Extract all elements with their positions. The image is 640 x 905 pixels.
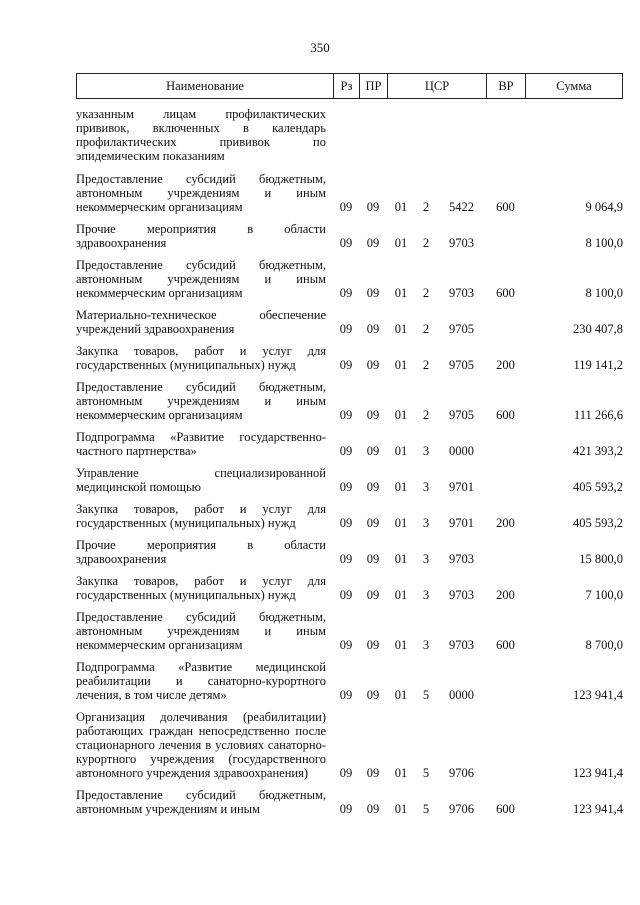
row-csr-program: 01 bbox=[394, 688, 408, 702]
table-row bbox=[76, 308, 623, 336]
table-row bbox=[76, 344, 623, 372]
table-row bbox=[76, 258, 623, 300]
row-csr-subprogram: 2 bbox=[422, 200, 430, 214]
row-rz: 09 bbox=[339, 200, 353, 214]
table-header bbox=[76, 73, 623, 99]
row-name: Организация долечивания (реабилитации) работающих граждан непосредственно после стационарного лечения в условиях санаторно-курортного учреждения (государственного автономного учреждения здравоохранения) bbox=[76, 710, 326, 780]
row-rz: 09 bbox=[339, 444, 353, 458]
row-csr-program: 01 bbox=[394, 286, 408, 300]
header-vr: ВР bbox=[486, 74, 525, 98]
row-csr-code: 9701 bbox=[449, 480, 474, 494]
row-pr: 09 bbox=[366, 688, 380, 702]
table-row bbox=[76, 466, 623, 494]
row-csr-subprogram: 2 bbox=[422, 236, 430, 250]
row-pr: 09 bbox=[366, 588, 380, 602]
row-pr: 09 bbox=[366, 516, 380, 530]
row-vr: 600 bbox=[496, 408, 515, 422]
table-row bbox=[76, 502, 623, 530]
row-sum: 7 100,0 bbox=[585, 588, 623, 602]
row-sum: 123 941,4 bbox=[573, 688, 623, 702]
row-vr: 600 bbox=[496, 286, 515, 300]
row-csr-program: 01 bbox=[394, 516, 408, 530]
row-csr-code: 0000 bbox=[449, 444, 474, 458]
row-pr: 09 bbox=[366, 286, 380, 300]
row-pr: 09 bbox=[366, 358, 380, 372]
row-rz: 09 bbox=[339, 588, 353, 602]
row-csr-code: 9705 bbox=[449, 358, 474, 372]
row-pr: 09 bbox=[366, 766, 380, 780]
row-csr-code: 9703 bbox=[449, 638, 474, 652]
row-sum: 123 941,4 bbox=[573, 766, 623, 780]
row-csr-subprogram: 2 bbox=[422, 408, 430, 422]
row-sum: 8 700,0 bbox=[585, 638, 623, 652]
row-name: Предоставление субсидий бюджетным, автономным учреждениям и иным некоммерческим организациям bbox=[76, 610, 326, 652]
row-rz: 09 bbox=[339, 688, 353, 702]
row-rz: 09 bbox=[339, 358, 353, 372]
table-row bbox=[76, 610, 623, 652]
table-row bbox=[76, 107, 623, 163]
row-sum: 405 593,2 bbox=[573, 480, 623, 494]
row-rz: 09 bbox=[339, 286, 353, 300]
row-vr: 600 bbox=[496, 638, 515, 652]
row-name: Предоставление субсидий бюджетным, автономным учреждениям и иным bbox=[76, 788, 326, 816]
row-csr-code: 9703 bbox=[449, 552, 474, 566]
row-vr: 200 bbox=[496, 516, 515, 530]
row-pr: 09 bbox=[366, 638, 380, 652]
row-pr: 09 bbox=[366, 802, 380, 816]
row-sum: 230 407,8 bbox=[573, 322, 623, 336]
row-csr-code: 9701 bbox=[449, 516, 474, 530]
row-name: Закупка товаров, работ и услуг для государственных (муниципальных) нужд bbox=[76, 344, 326, 372]
row-vr: 200 bbox=[496, 588, 515, 602]
row-sum: 8 100,0 bbox=[585, 286, 623, 300]
row-csr-program: 01 bbox=[394, 638, 408, 652]
row-csr-subprogram: 3 bbox=[422, 480, 430, 494]
page-number: 350 bbox=[310, 40, 330, 55]
row-csr-subprogram: 3 bbox=[422, 444, 430, 458]
row-sum: 111 266,6 bbox=[573, 408, 623, 422]
row-csr-program: 01 bbox=[394, 588, 408, 602]
header-sum: Сумма bbox=[525, 74, 623, 98]
row-csr-subprogram: 2 bbox=[422, 358, 430, 372]
row-name: Прочие мероприятия в области здравоохранения bbox=[76, 538, 326, 566]
row-rz: 09 bbox=[339, 638, 353, 652]
row-csr-subprogram: 5 bbox=[422, 688, 430, 702]
header-name: Наименование bbox=[76, 74, 333, 98]
row-csr-code: 9706 bbox=[449, 802, 474, 816]
row-pr: 09 bbox=[366, 408, 380, 422]
row-csr-program: 01 bbox=[394, 358, 408, 372]
row-csr-code: 9703 bbox=[449, 236, 474, 250]
budget-table bbox=[76, 73, 623, 816]
row-csr-code: 5422 bbox=[449, 200, 474, 214]
row-rz: 09 bbox=[339, 236, 353, 250]
row-csr-code: 9705 bbox=[449, 408, 474, 422]
row-sum: 421 393,2 bbox=[573, 444, 623, 458]
row-csr-program: 01 bbox=[394, 444, 408, 458]
row-rz: 09 bbox=[339, 322, 353, 336]
row-csr-subprogram: 3 bbox=[422, 516, 430, 530]
row-csr-code: 9703 bbox=[449, 588, 474, 602]
row-name: указанным лицам профилактических прививок, включенных в календарь профилактических прививок по эпидемическим показаниям bbox=[76, 107, 326, 163]
row-csr-code: 0000 bbox=[449, 688, 474, 702]
row-csr-program: 01 bbox=[394, 480, 408, 494]
row-pr: 09 bbox=[366, 236, 380, 250]
row-csr-subprogram: 5 bbox=[422, 802, 430, 816]
row-csr-program: 01 bbox=[394, 766, 408, 780]
header-csr: ЦСР bbox=[387, 74, 486, 98]
row-name: Предоставление субсидий бюджетным, автономным учреждениям и иным некоммерческим организациям bbox=[76, 172, 326, 214]
row-rz: 09 bbox=[339, 802, 353, 816]
row-rz: 09 bbox=[339, 766, 353, 780]
row-name: Прочие мероприятия в области здравоохранения bbox=[76, 222, 326, 250]
row-name: Материально-техническое обеспечение учреждений здравоохранения bbox=[76, 308, 326, 336]
row-sum: 405 593,2 bbox=[573, 516, 623, 530]
row-pr: 09 bbox=[366, 480, 380, 494]
row-rz: 09 bbox=[339, 480, 353, 494]
table-row bbox=[76, 430, 623, 458]
row-sum: 15 800,0 bbox=[579, 552, 623, 566]
row-csr-subprogram: 3 bbox=[422, 588, 430, 602]
row-pr: 09 bbox=[366, 200, 380, 214]
row-csr-program: 01 bbox=[394, 802, 408, 816]
row-sum: 9 064,9 bbox=[585, 200, 623, 214]
row-name: Подпрограмма «Развитие медицинской реабилитации и санаторно-курортного лечения, в том числе детям» bbox=[76, 660, 326, 702]
table-row bbox=[76, 222, 623, 250]
row-name: Подпрограмма «Развитие государственно-частного партнерства» bbox=[76, 430, 326, 458]
row-csr-subprogram: 5 bbox=[422, 766, 430, 780]
row-pr: 09 bbox=[366, 322, 380, 336]
row-pr: 09 bbox=[366, 552, 380, 566]
row-sum: 123 941,4 bbox=[573, 802, 623, 816]
row-csr-code: 9705 bbox=[449, 322, 474, 336]
row-rz: 09 bbox=[339, 516, 353, 530]
table-row bbox=[76, 538, 623, 566]
row-csr-program: 01 bbox=[394, 552, 408, 566]
row-name: Закупка товаров, работ и услуг для государственных (муниципальных) нужд bbox=[76, 574, 326, 602]
row-rz: 09 bbox=[339, 408, 353, 422]
row-name: Закупка товаров, работ и услуг для государственных (муниципальных) нужд bbox=[76, 502, 326, 530]
row-vr: 200 bbox=[496, 358, 515, 372]
table-row bbox=[76, 660, 623, 702]
table-row bbox=[76, 710, 623, 780]
table-row bbox=[76, 788, 623, 816]
row-pr: 09 bbox=[366, 444, 380, 458]
row-csr-code: 9703 bbox=[449, 286, 474, 300]
row-csr-subprogram: 2 bbox=[422, 322, 430, 336]
row-name: Управление специализированной медицинской помощью bbox=[76, 466, 326, 494]
header-rz: Рз bbox=[333, 74, 359, 98]
row-vr: 600 bbox=[496, 200, 515, 214]
row-name: Предоставление субсидий бюджетным, автономным учреждениям и иным некоммерческим организациям bbox=[76, 380, 326, 422]
table-row bbox=[76, 574, 623, 602]
row-csr-code: 9706 bbox=[449, 766, 474, 780]
row-sum: 119 141,2 bbox=[573, 358, 623, 372]
row-csr-subprogram: 3 bbox=[422, 638, 430, 652]
table-body bbox=[76, 107, 623, 816]
row-csr-program: 01 bbox=[394, 322, 408, 336]
header-pr: ПР bbox=[359, 74, 387, 98]
row-rz: 09 bbox=[339, 552, 353, 566]
row-vr: 600 bbox=[496, 802, 515, 816]
table-row bbox=[76, 380, 623, 422]
row-csr-subprogram: 2 bbox=[422, 286, 430, 300]
table-row bbox=[76, 172, 623, 214]
row-name: Предоставление субсидий бюджетным, автономным учреждениям и иным некоммерческим организациям bbox=[76, 258, 326, 300]
row-csr-program: 01 bbox=[394, 236, 408, 250]
row-csr-subprogram: 3 bbox=[422, 552, 430, 566]
row-csr-program: 01 bbox=[394, 200, 408, 214]
row-csr-program: 01 bbox=[394, 408, 408, 422]
row-sum: 8 100,0 bbox=[585, 236, 623, 250]
